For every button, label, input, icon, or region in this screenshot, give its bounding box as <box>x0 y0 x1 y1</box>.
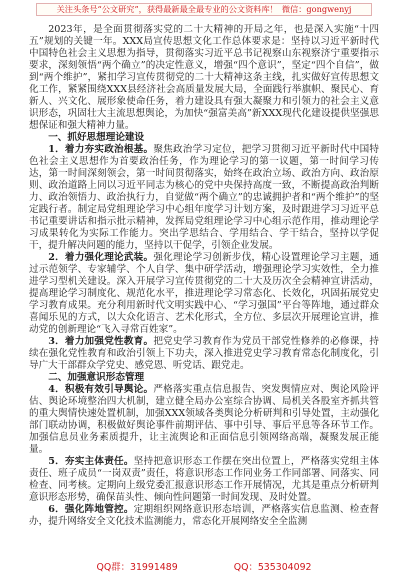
item-lead: 1．着力夯实政治根基。 <box>48 144 154 155</box>
item-paragraph <box>29 504 379 528</box>
item-lead: 3．着力加强党性教育。 <box>48 336 154 347</box>
footer-contact <box>0 561 408 575</box>
item-body: 定期组织网络意识形态培训，严格落实信息监测、检查督办，提升网络安全文化技术监测能力，常态化开展网络安全全监测 <box>29 504 379 527</box>
item-lead: 6．强化阵地管控。 <box>48 504 134 515</box>
header-banner <box>36 3 372 16</box>
qq-group-number: QQ群：31991489 <box>96 562 178 573</box>
item-paragraph <box>29 336 379 372</box>
item-paragraph <box>29 384 379 456</box>
item-body: 聚焦政治学习定位，把学习贯彻习近平新时代中国特色社会主义思想作为首要政治任务，作为理论学习的第一议题，第一时间学习传达，第一时间深刻领会，第一时间贯彻落实，始终在政治立场、政治方向、政治原则、政治道路上同以习近平同志为核心的党中央保持高度一致，不断提高政治判断力、政治领悟力、政治执行力，自觉做“两个确立”的忠诚拥护者和“两个维护”的坚定践行者。制定局党组理论学习中心组年度学习计划方案，及时跟进学习习近平总书记重要讲话和指示批示精神，发挥局党组理论学习中心组示范作用，推动理论学习成果转化为实际工作能力。突出学思结合、学用结合、学干结合，坚持以学促干，提升解决问题的能力，坚持以干促学，引领企业发展。 <box>29 144 379 251</box>
item-paragraph <box>29 252 379 336</box>
item-paragraph <box>29 456 379 504</box>
section-heading: 二、加强意识形态管理 <box>48 372 145 383</box>
document-body <box>29 24 379 558</box>
item-lead: 5．夯实主体责任。 <box>48 456 134 467</box>
banner-text: 关注头条号“公文研究”，获得最新最全最专业的公文资料库！ <box>56 4 278 14</box>
item-lead: 4．积极有效引导舆论。 <box>48 384 154 395</box>
item-body: 坚持把意识形态工作摆在突出位置上，严格落实党组主体责任、班子成员“一岗双责”责任，将意识形态工作同业务工作同部署、同落实、同检查、同考核。定期向上级党委汇报意识形态工作开展情况，尤其是重点分析研判意识形态形势，确保苗头性、倾向性问题第一时间发现、及时处置。 <box>29 456 379 503</box>
item-body: 严格落实重点信息报告、突发舆情应对、舆论风险评估、舆论环境整治四大机制，建立健全局办公室综合协调、局机关各股室齐抓共管的重大舆情快速处置机制，加强XXX领域各类舆论分析研判和引导处置，主动强化部门联动协调，积极做好舆论事件前期评估、事中引导、事后平息等各环节工作。加强信息员业务素质提升，让主流舆论和正面信息引领网络高端，凝聚发展正能量。 <box>29 384 379 455</box>
banner-wechat-id: 微信：gongwenyj <box>281 4 352 14</box>
section-heading: 一、抓好思想理论建设 <box>48 132 145 143</box>
intro-paragraph: 2023年，是全面贯彻落实党的二十大精神的开局之年，也是深入实施“十四五”规划的关键一年。XXX局宣传思想文化工作总体要求是：坚持以习近平新时代中国特色社会主义思想为指导，贯彻落实习近平总书记视察山东视察济宁重要指示要求，深刻领悟“两个确立”的决定性意义，增强“四个意识”，坚定“四个自信”，做到“两个维护”，紧扣学习宣传贯彻党的二十大精神这条主线，扎实做好宣传思想文化工作，紧紧围绕XXX县经济社会高质量发展大局，全面践行举旗帜、聚民心、育新人、兴文化、展形象使命任务，着力建设具有强大凝聚力和引领力的社会主义意识形态，巩固壮大主流思想舆论，为加快“强富美高”新XXX现代化建设提供坚强思想保证和强大精神力量。 <box>29 24 379 131</box>
item-paragraph <box>29 144 379 252</box>
item-body: 把党史学习教育作为党员干部党性修养的必修课，持续在强化党性教育和政治引领上下功夫，深入推进党史学习教育常态化制度化，引导广大干部群众学党史、感党恩、听党话、跟党走。 <box>29 336 379 371</box>
item-body: 强化理论学习创新步伐，精心设置理论学习主题，通过示范领学、专家辅学、个人自学、集中研学活动，增强理论学习实效性，全力推进学习型机关建设。深入开展学习宣传贯彻党的二十大及历次全会精神宣讲活动，提高理论学习制度化、规范化水平，推进理论学习常态化、长效化，巩固拓展党史学习教育成果。充分利用新时代文明实践中心、“学习强国”平台等阵地，通过群众喜闻乐见的方式，以大众化语言、艺术化形式，全方位、多层次开展理论宣讲，推动党的创新理论“飞入寻常百姓家”。 <box>29 252 379 335</box>
qq-number: QQ：535304092 <box>233 562 312 573</box>
item-lead: 2．着力强化理论武装。 <box>48 252 154 263</box>
